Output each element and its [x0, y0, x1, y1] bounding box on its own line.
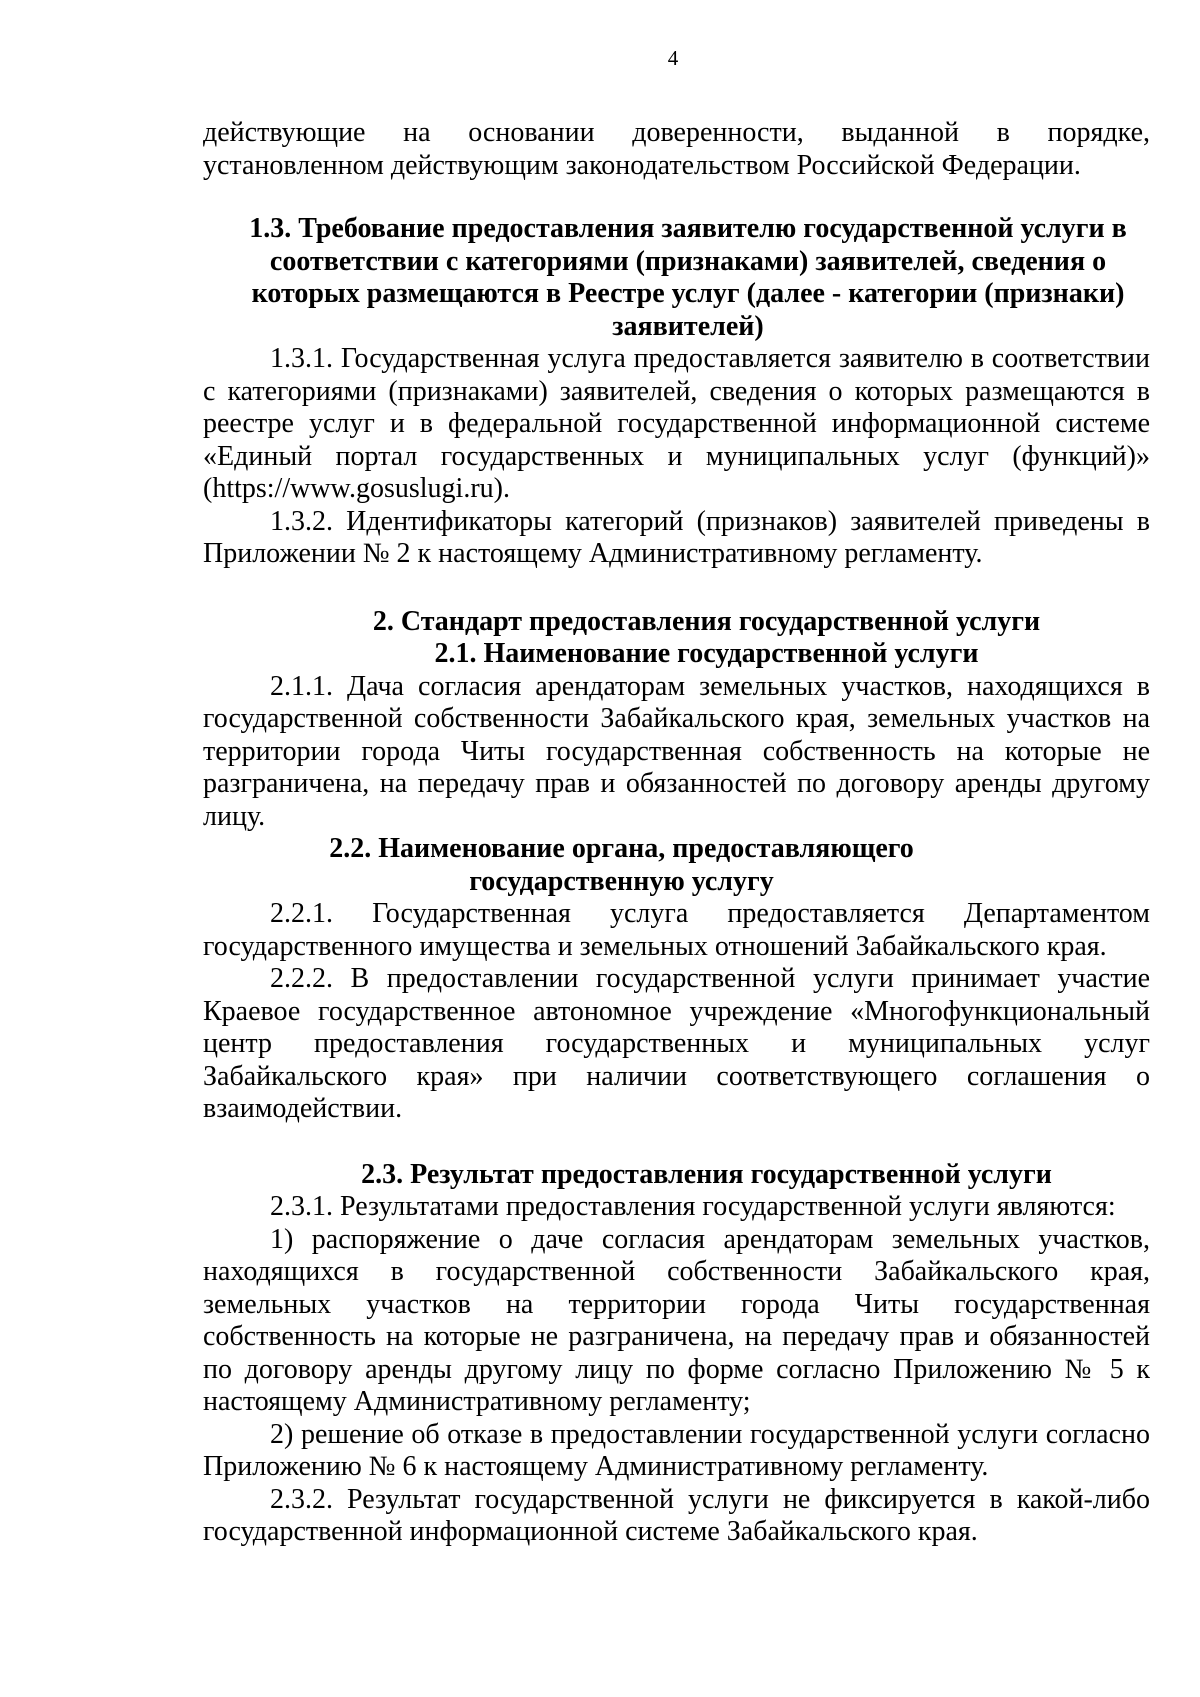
list-item-2: 2) решение об отказе в предоставлении государственной услуги согласно Приложению № 6 к настоящему Административному регламенту.	[203, 1418, 1150, 1482]
paragraph-2-2-2: 2.2.2. В предоставлении государственной услуги принимает участие Краевое государственное автономное учреждение «Многофункциональный центр предоставления государственных и муниципальных услуг Забайкальского края» при наличии соответствующего соглашения о взаимодействии.	[203, 963, 1150, 1124]
intro-paragraph: действующие на основании доверенности, выданной в порядке, установленном действующим законодательством Российской Федерации.	[203, 117, 1150, 181]
paragraph-2-1-1: 2.1.1. Дача согласия арендаторам земельных участков, находящихся в государственной собственности Забайкальского края, земельных участков на территории города Читы государственная собственность на которые не разграничена, на передачу прав и обязанностей по договору аренды другому лицу.	[203, 670, 1150, 832]
paragraph-2-3-2: 2.3.2. Результат государственной услуги не фиксируется в какой-либо государственной информационной системе Забайкальского края.	[203, 1483, 1150, 1547]
section-2-1-heading: 2.1. Наименование государственной услуги	[434, 638, 979, 669]
section-2-3-heading: 2.3. Результат предоставления государственной услуги	[361, 1158, 1052, 1190]
page-number: 4	[667, 46, 679, 70]
document-body	[203, 117, 1150, 1549]
section-1-3-heading: 1.3. Требование предоставления заявителю государственной услуги в соответствии с категориями (признаками) заявителей, сведения о которых размещаются в Реестре услуг (далее - категории (признаки) заявителей)	[249, 213, 1127, 342]
section-2-heading: 2. Стандарт предоставления государственной услуги	[372, 605, 1041, 637]
paragraph-1-3-2: 1.3.2. Идентификаторы категорий (признаков) заявителей приведены в Приложении № 2 к настоящему Административному регламенту.	[203, 505, 1150, 569]
list-item-1: 1) распоряжение о даче согласия арендаторам земельных участков, находящихся в государственной собственности Забайкальского края, земельных участков на территории города Читы государственная собственность на которые не разграничена, на передачу прав и обязанностей по договору аренды другому лицу по форме согласно Приложению № 5 к настоящему Административному регламенту;	[203, 1223, 1150, 1417]
paragraph-1-3-1: 1.3.1. Государственная услуга предоставляется заявителю в соответствии с категориями (признаками) заявителей, сведения о которых размещаются в реестре услуг и в федеральной государственной информационной системе «Единый портал государственных и муниципальных услуг (функций)» (https://www.gosuslugi.ru).	[203, 343, 1150, 504]
paragraph-2-3-1: 2.3.1. Результатами предоставления государственной услуги являются:	[270, 1191, 1116, 1222]
paragraph-2-2-1: 2.2.1. Государственная услуга предоставляется Департаментом государственного имущества и земельных отношений Забайкальского края.	[203, 898, 1150, 962]
section-2-2-heading: 2.2. Наименование органа, предоставляющего государственную услугу	[329, 833, 914, 897]
